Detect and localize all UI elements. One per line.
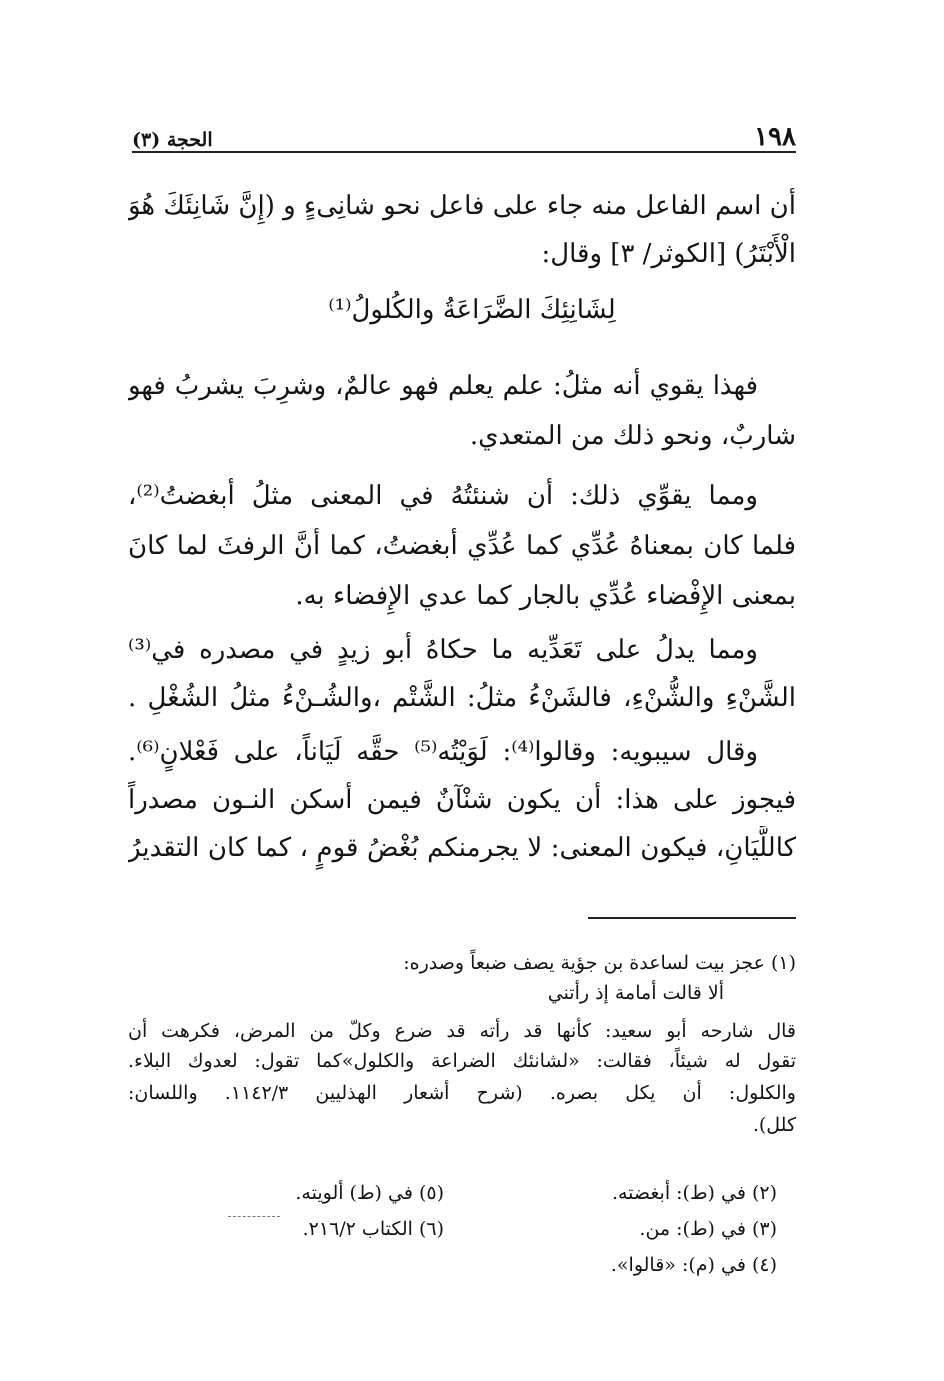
body-line-13: كاللَّيَانِ، فيكون المعنى: لا يجرمنكم بُغْضُ قومٍ ، كما كان التقديرُ (128, 833, 796, 863)
footnote-5: (٥) في (ط) ألويته. (295, 1182, 444, 1204)
footnote-1-line-6: كلل). (752, 1114, 796, 1136)
footnote-separator (588, 917, 796, 919)
page-number: ١٩٨ (754, 122, 796, 152)
body-line-5: شاربٌ، ونحو ذلك من المتعدي. (469, 421, 796, 451)
footnote-1-line-1: (١) عجز بيت لساعدة بن جؤية يصف ضبعاً وصدره: (403, 952, 796, 974)
page-header (132, 116, 796, 150)
footnote-1-line-3: قال شارحه أبو سعيد: كأنها قد رأته قد ضرع وكلّ من المرض، فكرهت أن (128, 1020, 796, 1042)
footnote-2: (٢) في (ط): أبغضته. (611, 1182, 777, 1204)
verse-line: لِشَانِئِكَ الضَّرَاعَةُ والكُلولُ⁽¹⁾ (328, 295, 616, 325)
footnote-3: (٣) في (ط): من. (639, 1218, 777, 1240)
body-line-1: أن اسم الفاعل منه جاء على فاعل نحو شانِىءٍ و (إِنَّ شَانِئَكَ هُوَ (128, 191, 796, 221)
footnote-4: (٤) في (م): «قالوا». (610, 1254, 777, 1276)
footnote-1-line-4: تقول له شيئاً، فقالت: «لشانئك الضراعة والكلول»كما تقول: لعدوك البلاء. (128, 1050, 796, 1072)
footnote-1-line-5: والكلول: أن يكل بصره. (شرح أشعار الهذليين ١١٤٢/٣. واللسان: (128, 1082, 796, 1104)
running-title: الحجة (٣) (132, 129, 213, 151)
header-rule (132, 151, 796, 153)
print-smudge (228, 1216, 280, 1217)
body-line-10: الشَّنْءِ والشُّنْءِ، فالشَنْءُ مثلُ: الشَّتْم ،والشُـنْءُ مثلُ الشُغْلِ . (128, 683, 796, 713)
footnote-6: (٦) الكتاب ٢١٦/٢. (302, 1218, 444, 1240)
footnote-1-verse: ألا قالت أمامة إذ رأتني (547, 982, 724, 1004)
body-line-12: فيجوز على هذا: أن يكون شنْآنٌ فيمن أسكن النـون مصدراً (128, 785, 796, 815)
body-line-7: فلما كان بمعناهُ عُدِّي كما عُدِّي أبغضتُ، كما أنَّ الرفثَ لما كانَ (128, 531, 796, 561)
body-line-11: وقال سيبويه: وقالوا⁽⁴⁾: لَوَيْتُه⁽⁵⁾ حقَّه لَيَاناً، على فَعْلانٍ⁽⁶⁾. (128, 737, 758, 767)
body-line-8: بمعنى الإِفْضاء عُدِّي بالجار كما عدي الإِفضاء به. (295, 581, 796, 611)
body-line-9: ومما يدلُ على تَعَدِّيه ما حكاهُ أبو زيدٍ في مصدره في⁽³⁾ (128, 635, 758, 665)
body-line-2: الْأَبْتَرُ) [الكوثر/ ٣] وقال: (541, 239, 796, 269)
body-line-6: ومما يقوِّي ذلك: أن شنئتُهُ في المعنى مثلُ أبغضتُ⁽²⁾، (128, 481, 758, 511)
body-line-4: فهذا يقوي أنه مثلُ: علم يعلم فهو عالمٌ، وشرِبَ يشربُ فهو (128, 371, 758, 401)
